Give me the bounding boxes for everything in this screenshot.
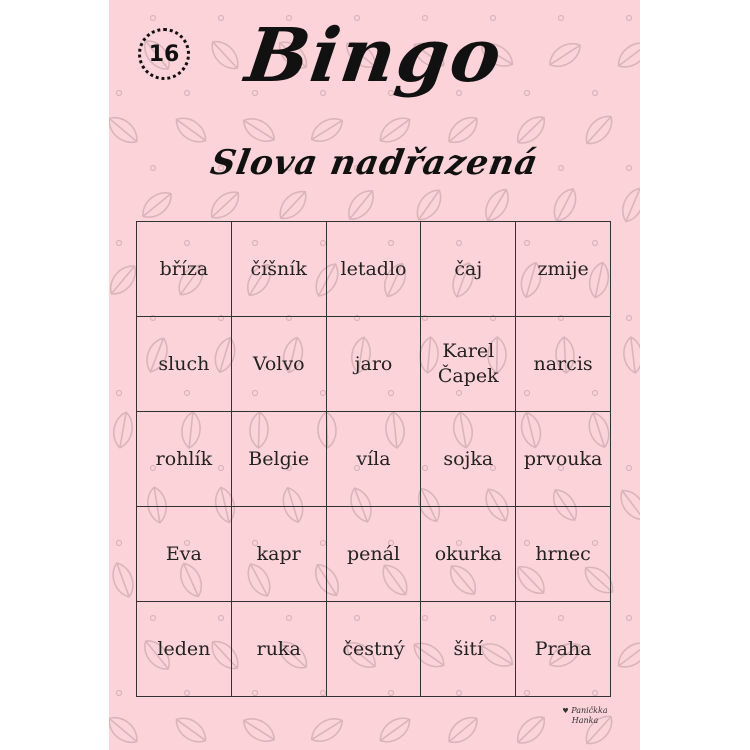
bingo-cell[interactable]: prvouka: [516, 412, 611, 507]
leaf-icon: [411, 185, 446, 225]
leaf-icon: [137, 187, 176, 224]
bingo-cell[interactable]: zmije: [516, 222, 611, 317]
dot-icon: [117, 541, 122, 546]
bingo-cell[interactable]: číšník: [232, 222, 327, 317]
bingo-cell[interactable]: letadlo: [327, 222, 422, 317]
leaf-icon: [613, 637, 640, 673]
bingo-cell[interactable]: Praha: [516, 602, 611, 697]
bingo-cell[interactable]: kapr: [232, 507, 327, 602]
dot-icon: [627, 466, 632, 471]
brand-logo: [560, 706, 610, 726]
dot-icon: [117, 391, 122, 396]
bingo-cell[interactable]: bříza: [137, 222, 232, 317]
leaf-icon: [343, 185, 380, 224]
bingo-cell[interactable]: Eva: [137, 507, 232, 602]
bingo-cell[interactable]: Volvo: [232, 317, 327, 412]
leaf-icon: [307, 713, 347, 747]
bingo-cell[interactable]: sojka: [421, 412, 516, 507]
leaf-icon: [111, 411, 135, 450]
leaf-icon: [622, 336, 640, 374]
leaf-icon: [274, 186, 312, 225]
bingo-cell[interactable]: narcis: [516, 317, 611, 412]
bingo-cell[interactable]: hrnec: [516, 507, 611, 602]
leaf-icon: [375, 712, 415, 748]
bingo-cell[interactable]: víla: [327, 412, 422, 507]
bingo-cell[interactable]: sluch: [137, 317, 232, 412]
leaf-icon: [615, 485, 640, 525]
leaf-icon: [206, 186, 245, 224]
bingo-cell[interactable]: penál: [327, 507, 422, 602]
bingo-cell[interactable]: okurka: [421, 507, 516, 602]
bingo-cell[interactable]: ruka: [232, 602, 327, 697]
card-number: 16: [148, 41, 180, 67]
page-subtitle: Slova nadřazená: [207, 143, 542, 183]
bingo-cell[interactable]: jaro: [327, 317, 422, 412]
leaf-icon: [239, 713, 279, 747]
bingo-cell[interactable]: šití: [421, 602, 516, 697]
leaf-icon: [109, 712, 143, 749]
leaf-icon: [109, 560, 138, 600]
bingo-cell[interactable]: Karel Čapek: [421, 317, 516, 412]
logo-line-2: Hanka: [571, 716, 599, 725]
dot-icon: [627, 616, 632, 621]
bingo-grid: [136, 221, 611, 697]
bingo-cell[interactable]: Belgie: [232, 412, 327, 507]
leaf-icon: [512, 711, 550, 749]
dot-icon: [117, 241, 122, 246]
bingo-cell[interactable]: čaj: [421, 222, 516, 317]
leaf-icon: [443, 712, 482, 749]
bingo-cell[interactable]: leden: [137, 602, 232, 697]
bingo-cell[interactable]: rohlík: [137, 412, 232, 507]
page-title: Bingo: [240, 13, 509, 99]
dot-icon: [627, 316, 632, 321]
leaf-icon: [171, 712, 211, 748]
bingo-cell[interactable]: čestný: [327, 602, 422, 697]
dot-icon: [117, 691, 122, 696]
heart-icon: ♥: [562, 707, 569, 715]
logo-line-1: Paničkka: [571, 706, 608, 715]
